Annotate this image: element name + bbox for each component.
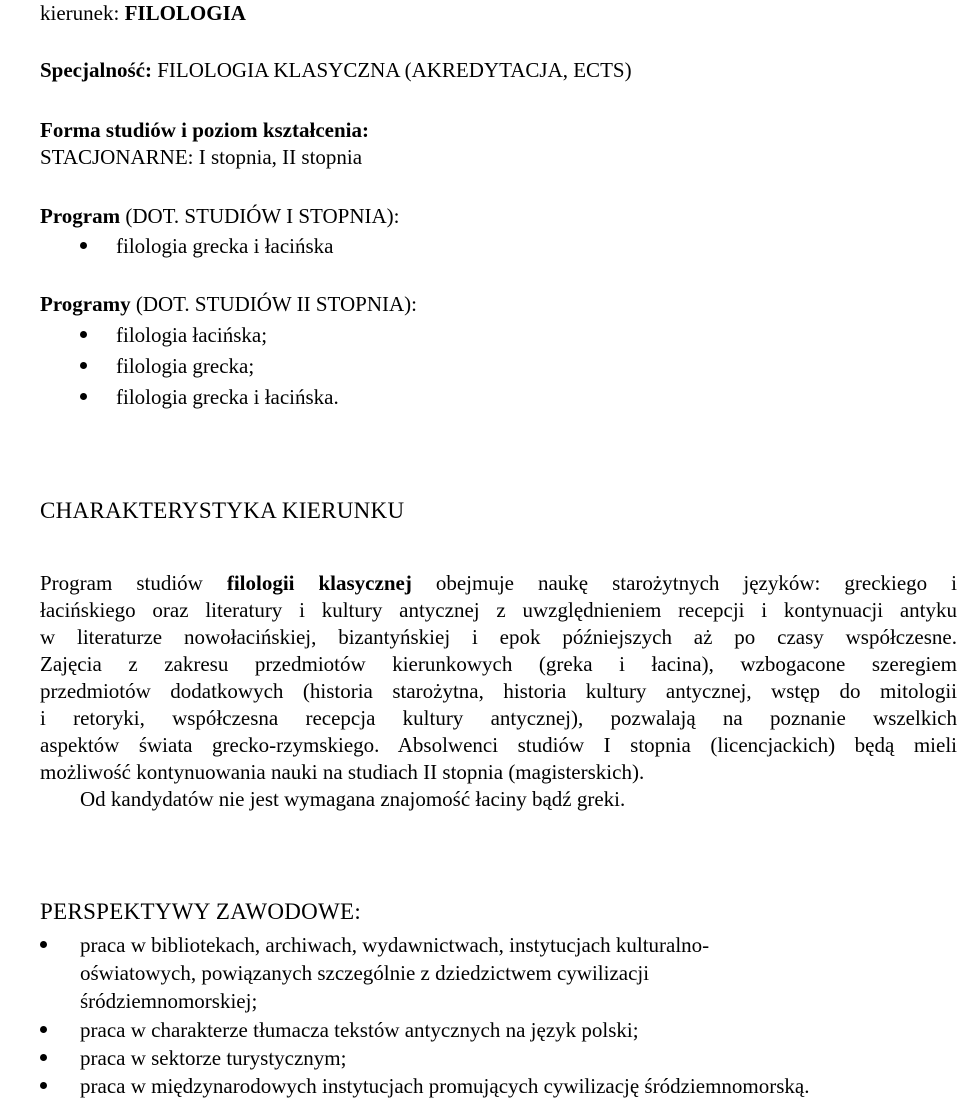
bullet-icon [40,1054,47,1061]
bullet-icon [40,1082,47,1089]
characteristics-line-1 [40,570,957,596]
bullet-icon [80,242,87,249]
bullet-icon [80,362,87,369]
specjalnosc-line [40,57,632,83]
bullet-icon [80,393,87,400]
characteristics-line: przedmiotów dodatkowych (historia starożytna, historia kultury antycznej, wstęp do mitologii [40,679,957,703]
career-item-line: praca w bibliotekach, archiwach, wydawnictwach, instytucjach kulturalno- [80,933,710,957]
program-first-item: filologia grecka i łacińska [116,234,334,258]
program-second-item: filologia grecka; [116,354,255,378]
career-item: praca w sektorze turystycznym; [80,1046,347,1070]
characteristics-heading: CHARAKTERYSTYKA KIERUNKU [40,498,405,523]
specjalnosc-label: Specjalność: [40,58,158,82]
specjalnosc-value: FILOLOGIA KLASYCZNA (AKREDYTACJA, ECTS) [157,58,632,82]
program-first-label: Program [40,204,121,228]
career-heading: PERSPEKTYWY ZAWODOWE: [40,899,362,924]
kierunek-label: kierunek: [40,1,125,25]
kierunek-line [40,0,246,26]
program-second-suffix: (DOT. STUDIÓW II STOPNIA): [130,292,417,316]
program-second-item: filologia grecka i łacińska. [116,385,339,409]
characteristics-line: aspektów świata grecko-rzymskiego. Absolwenci studiów I stopnia (licencjackich) będą mieli [40,733,957,757]
characteristics-line-1-post: obejmuje naukę starożytnych języków: greckiego i [411,571,958,595]
characteristics-line: w literaturze nowołacińskiej, bizantyńskiej i epok późniejszych aż po czasy współczesne. [40,625,957,649]
program-second-title [40,291,417,317]
kierunek-value: FILOLOGIA [124,1,246,25]
characteristics-line: Zajęcia z zakresu przedmiotów kierunkowych (greka i łacina), wzbogacone szeregiem [40,652,957,676]
characteristics-note: Od kandydatów nie jest wymagana znajomość łaciny bądź greki. [80,787,626,811]
program-first-title [40,203,400,229]
program-first-suffix: (DOT. STUDIÓW I STOPNIA): [120,204,400,228]
characteristics-line-1-pre: Program studiów [40,571,227,595]
program-second-item: filologia łacińska; [116,323,268,347]
characteristics-line: łacińskiego oraz literatury i kultury antycznej z uwzględnieniem recepcji i kontynuacji antyku [40,598,957,622]
forma-label: Forma studiów i poziom kształcenia: [40,118,369,142]
career-item-line: śródziemnomorskiej; [80,989,258,1013]
program-second-label: Programy [40,292,131,316]
characteristics-line-last: możliwość kontynuowania nauki na studiach II stopnia (magisterskich). [40,760,645,784]
bullet-icon [40,1026,47,1033]
career-item: praca w charakterze tłumacza tekstów antycznych na język polski; [80,1018,639,1042]
forma-value: STACJONARNE: I stopnia, II stopnia [40,145,363,169]
characteristics-line: i retoryki, współczesna recepcja kultury antycznej), pozwalają na poznanie wszelkich [40,706,957,730]
career-item-line: oświatowych, powiązanych szczególnie z dziedzictwem cywilizacji [80,961,650,985]
bullet-icon [40,941,47,948]
characteristics-bold-term: filologii klasycznej [226,571,412,595]
bullet-icon [80,331,87,338]
career-item: praca w międzynarodowych instytucjach promujących cywilizację śródziemnomorską. [80,1074,810,1098]
